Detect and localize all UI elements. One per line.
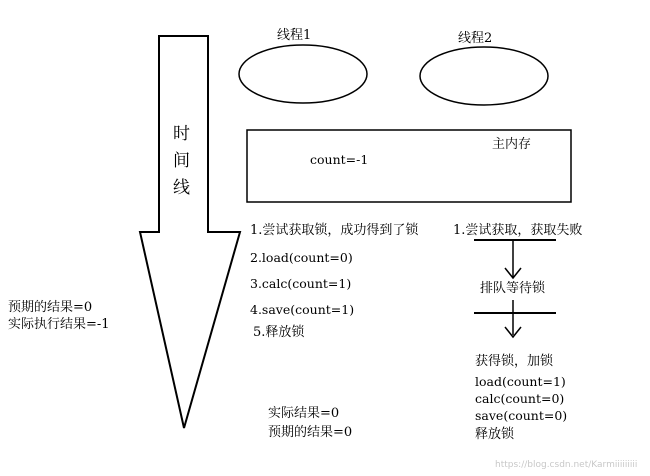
thread1-label: 线程1 [277, 28, 312, 43]
time-arrow-char-1: 时 [173, 124, 190, 144]
bottom-expected-result: 预期的结果=0 [268, 425, 353, 440]
time-arrow-char-3: 线 [173, 178, 190, 198]
thread1-step-3: 3.calc(count=1) [250, 276, 352, 291]
time-arrow-shape [140, 36, 240, 428]
left-actual-result: 实际执行结果=-1 [8, 317, 110, 332]
time-arrow-char-2: 间 [173, 151, 190, 171]
left-expected-result: 预期的结果=0 [8, 300, 93, 315]
main-memory-value: count=-1 [310, 152, 369, 167]
thread1-step-5: 5.释放锁 [253, 325, 305, 340]
thread2-wait-label: 排队等待锁 [480, 281, 546, 296]
thread2-label: 线程2 [458, 31, 493, 46]
thread1-step-4: 4.save(count=1) [250, 302, 355, 317]
thread1-step-2: 2.load(count=0) [250, 250, 353, 265]
watermark: https://blog.csdn.net/Karmiiiiiiiii [495, 460, 638, 470]
thread2-after-2: load(count=1) [475, 374, 566, 389]
thread1-ellipse [239, 45, 367, 103]
thread2-after-5: 释放锁 [475, 427, 515, 442]
thread2-step-1: 1.尝试获取，获取失败 [453, 223, 583, 238]
thread2-after-3: calc(count=0) [475, 391, 565, 406]
thread2-after-4: save(count=0) [475, 408, 568, 423]
thread2-ellipse [420, 47, 548, 105]
bottom-actual-result: 实际结果=0 [268, 406, 340, 421]
thread1-step-1: 1.尝试获取锁，成功得到了锁 [250, 223, 419, 238]
main-memory-title: 主内存 [492, 137, 532, 152]
thread2-after-1: 获得锁，加锁 [475, 354, 554, 369]
